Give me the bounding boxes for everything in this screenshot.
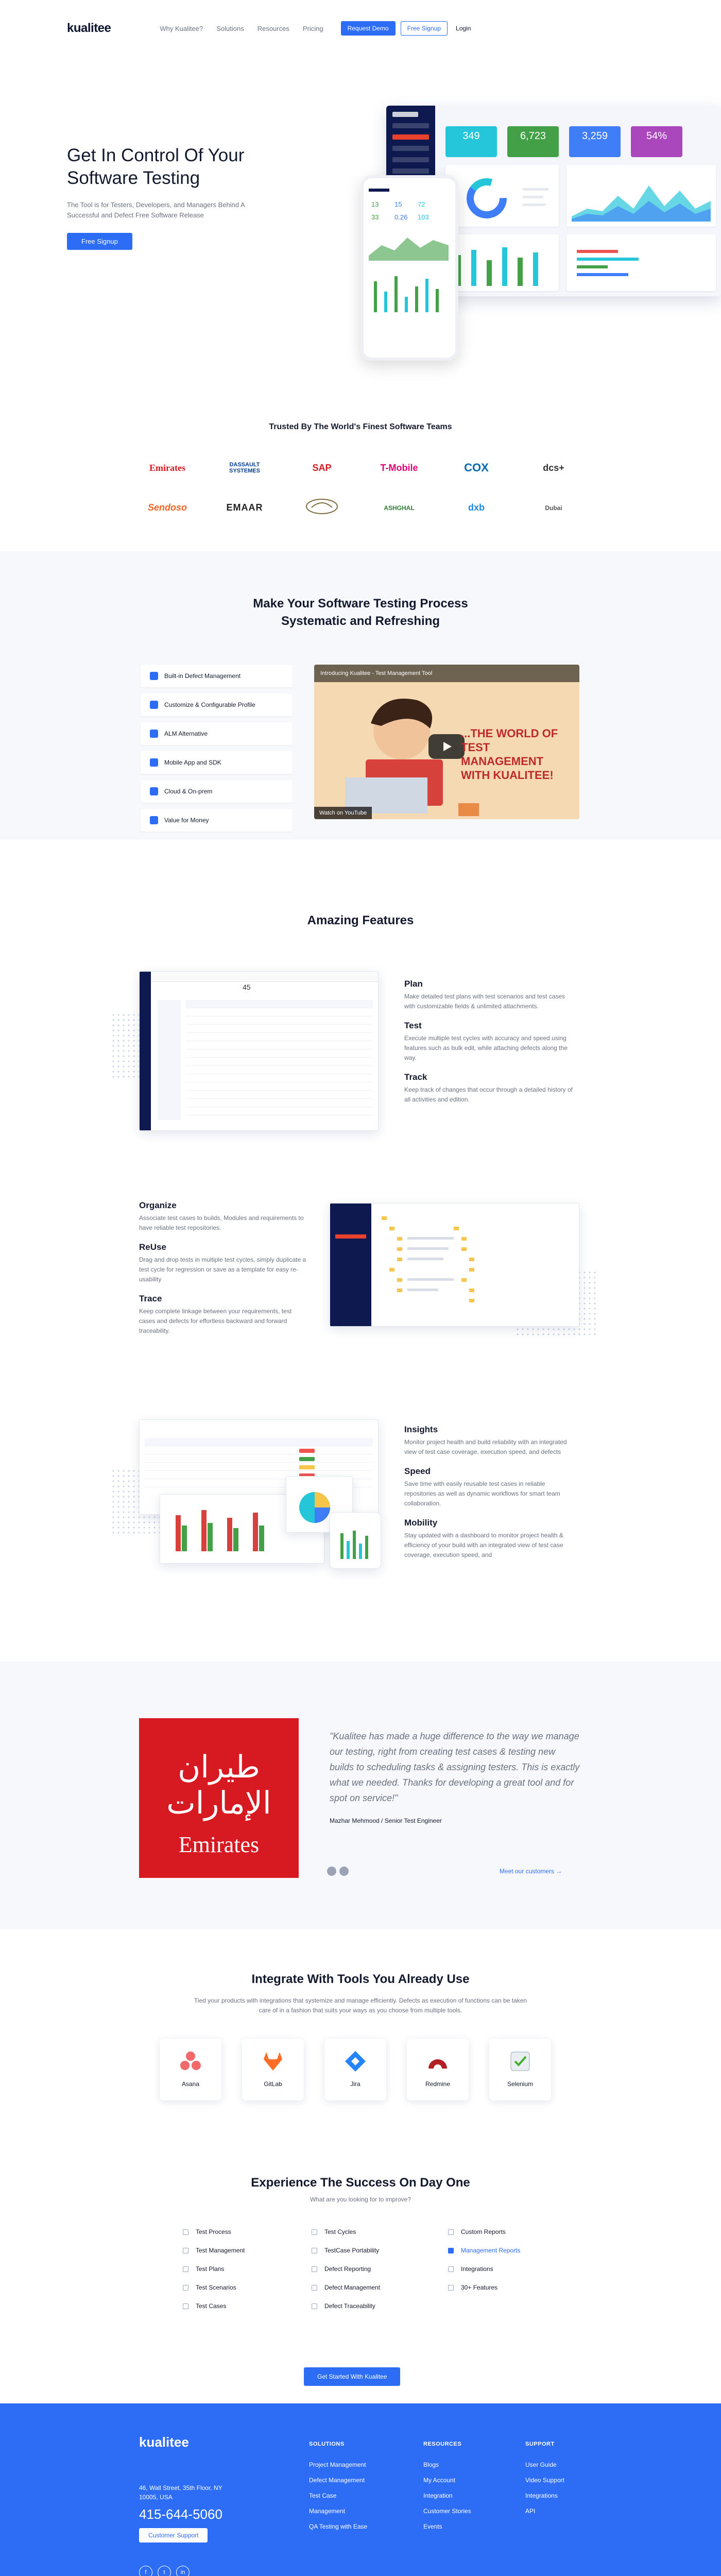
feature-description: Associate test cases to builds, Modules and requirements to have reliable test repositories. [139, 1214, 304, 1231]
footer-link[interactable]: Test Case [309, 2492, 337, 2499]
donut-chart-panel [445, 165, 559, 227]
next-arrow-icon[interactable] [339, 1867, 349, 1876]
footer-link[interactable]: Events [423, 2523, 442, 2530]
prev-arrow-icon[interactable] [327, 1867, 336, 1876]
phone-screen [364, 178, 456, 359]
systematic-section [0, 551, 721, 840]
linkedin-icon[interactable]: in [176, 2566, 190, 2576]
option-checkbox[interactable]: Defect Traceability [312, 2302, 448, 2310]
nav-pricing[interactable]: Pricing [302, 24, 323, 32]
asana-icon [179, 2050, 202, 2073]
dxb-logo: dxb [468, 502, 485, 513]
intro-video[interactable] [314, 665, 579, 819]
phone-mockup [360, 175, 458, 361]
amazing-features-title: Amazing Features [307, 913, 414, 927]
money-icon [150, 816, 158, 824]
hero-title: Get In Control Of Your Software Testing [67, 145, 245, 188]
client-logos-row-2 [139, 497, 582, 518]
feature-description: Keep complete linkage between your requirements, test cases and defects for effortless backward and forward traceability. [139, 1308, 292, 1334]
nav-why-kualitee[interactable]: Why Kualitee? [160, 24, 203, 32]
feature-description: Keep track of changes that occur through a detailed history of all activities and edition. [404, 1086, 573, 1103]
svg-text:103: 103 [418, 213, 429, 221]
svg-text:72: 72 [418, 200, 425, 208]
trusted-title: Trusted By The World's Finest Software Teams [269, 422, 452, 431]
integrations-subtitle: Tied your products with integrations that systemize and manage efficiently. Defects as execution of functions can be taken care of in a fashion that suits your ways as you choose from multiple tools. [194, 1997, 527, 2014]
top-nav [0, 0, 721, 57]
integration-tools [160, 2039, 551, 2100]
plan-test-track-text [404, 979, 574, 1105]
play-button-icon[interactable] [428, 734, 465, 759]
footer-link[interactable]: Management [309, 2507, 346, 2515]
emaar-logo: EMAAR [226, 502, 263, 513]
footer-link[interactable]: Blogs [423, 2461, 439, 2468]
request-demo-button[interactable]: Request Demo [341, 21, 396, 36]
svg-text:0.26: 0.26 [394, 213, 408, 221]
feature-description: Stay updated with a dashboard to monitor project health & efficiency of your build with an integrated view of test case coverage, execution speed, and [404, 1532, 563, 1558]
calligraphy-seal-logo [294, 497, 350, 518]
option-checkbox[interactable]: TestCase Portability [312, 2247, 448, 2254]
organize-reuse-trace-text [139, 1200, 309, 1336]
youtube-watch-link[interactable]: Watch on YouTube [314, 807, 372, 819]
dcs-logo: dcs+ [543, 462, 564, 473]
redmine-icon [426, 2050, 449, 2073]
hbar-chart-panel [566, 234, 716, 291]
option-checkbox[interactable]: Test Cycles [312, 2228, 448, 2235]
option-checkbox[interactable]: Test Plans [183, 2265, 312, 2273]
area-chart [566, 165, 716, 227]
success-title: Experience The Success On Day One [251, 2176, 470, 2190]
option-checkbox[interactable]: Test Scenarios [183, 2284, 312, 2291]
sap-logo: SAP [312, 462, 332, 473]
customer-support-button[interactable]: Customer Support [139, 2528, 208, 2543]
feature-item[interactable]: Built-in Defect Management [141, 665, 293, 687]
feature-description: Save time with easily reusable test cases in reliable repositories as well as dynamic workflows for smart team collaboration. [404, 1480, 560, 1507]
feature-heading: ReUse [139, 1242, 166, 1252]
hero-section [0, 57, 721, 355]
selenium-tool[interactable]: Selenium [489, 2039, 551, 2100]
stat-card-1: 349 [445, 126, 497, 157]
feature-item[interactable]: ALM Alternative [141, 722, 293, 745]
footer-link[interactable]: API [525, 2507, 536, 2515]
footer-link[interactable]: My Account [423, 2477, 456, 2484]
dassault-logo: DASSAULT SYSTEMES [229, 462, 260, 474]
svg-text:15: 15 [394, 200, 402, 208]
hero-subtitle: The Tool is for Testers, Developers, and Managers Behind A Successful and Defect Free Software Release [67, 201, 245, 219]
jira-tool[interactable]: Jira [324, 2039, 386, 2100]
feature-description: Execute multiple test cycles with accuracy and speed using features such as bulk edit, while attaching defects along the way. [404, 1035, 568, 1061]
feature-list [141, 665, 293, 838]
area-chart-panel [566, 165, 716, 227]
gitlab-tool[interactable]: GitLab [242, 2039, 304, 2100]
amazing-features-section [0, 840, 721, 1662]
integrations-title: Integrate With Tools You Already Use [251, 1972, 470, 1986]
option-checkbox[interactable]: Test Process [183, 2228, 312, 2235]
feature-heading: Test [404, 1021, 422, 1030]
client-logos-row-1 [139, 461, 582, 474]
settings-icon [150, 701, 158, 709]
option-checkbox[interactable]: Test Cases [183, 2302, 312, 2310]
login-link[interactable]: Login [456, 25, 471, 32]
integrations-section [0, 1929, 721, 2141]
success-section [0, 2141, 721, 2403]
footer-link[interactable]: Video Support [525, 2477, 564, 2484]
mobile-chart-screenshot [330, 1512, 381, 1569]
footer-link[interactable]: Defect Management [309, 2477, 365, 2484]
feature-item[interactable]: Customize & Configurable Profile [141, 693, 293, 716]
asana-tool[interactable]: Asana [160, 2039, 221, 2100]
testimonial-section [0, 1662, 721, 1929]
feature-heading: Mobility [404, 1518, 438, 1528]
kualitee-logo[interactable]: kualitee [67, 21, 111, 35]
footer-link[interactable]: Integration [423, 2492, 453, 2499]
option-checkbox[interactable]: Custom Reports [448, 2228, 564, 2235]
feature-heading: Plan [404, 979, 423, 989]
free-signup-button[interactable]: Free Signup [401, 21, 448, 36]
testimonial-author: Mazhar Mehmood / Senior Test Engineer [330, 1817, 442, 1824]
footer-link[interactable]: Integrations [525, 2492, 558, 2499]
hero-signup-button[interactable]: Free Signup [67, 233, 132, 250]
alm-icon [150, 730, 158, 738]
facebook-icon[interactable]: f [139, 2566, 152, 2576]
main-menu [160, 25, 323, 32]
feature-description: Make detailed test plans with test scenarios and test cases with customizable fields & unlimited attachments. [404, 993, 565, 1010]
feature-heading: Trace [139, 1294, 162, 1303]
systematic-title: Make Your Software Testing Process Systematic and Refreshing [253, 597, 468, 628]
insights-speed-mobility-text [404, 1425, 574, 1560]
footer-logo[interactable]: kualitee [139, 2434, 189, 2450]
svg-text:33: 33 [371, 213, 379, 221]
social-links [139, 2566, 190, 2576]
bar-chart-panel [445, 234, 559, 291]
t-mobile-logo: T-Mobile [380, 462, 418, 473]
nav-solutions[interactable]: Solutions [216, 24, 244, 32]
nav-actions [341, 21, 471, 36]
donut-chart [445, 165, 559, 227]
jira-icon [344, 2050, 367, 2073]
nav-resources[interactable]: Resources [257, 24, 289, 32]
emirates-logo: Emirates [149, 462, 185, 473]
feature-item[interactable]: Mobile App and SDK [141, 751, 293, 774]
stat-card-4: 54% [631, 126, 682, 157]
footer-link[interactable]: Customer Stories [423, 2507, 471, 2515]
footer-address: 46, Wall Street, 35th Floor, NY 10005, USA [139, 2484, 222, 2501]
feature-heading: Speed [404, 1466, 431, 1476]
footer-phone[interactable]: 415-644-5060 [139, 2506, 222, 2522]
selenium-icon [509, 2050, 531, 2073]
feature-heading: Organize [139, 1200, 177, 1210]
option-checkbox[interactable]: Defect Reporting [312, 2265, 448, 2273]
improvement-options [183, 2228, 564, 2310]
success-subtitle: What are you looking for to improve? [310, 2196, 411, 2203]
mobile-icon [150, 758, 158, 767]
feature-item[interactable]: Value for Money [141, 809, 293, 832]
bug-icon [150, 672, 158, 680]
dubai-gov-logo: Dubai [545, 504, 562, 512]
video-caption: ...THE WORLD OF TEST MANAGEMENT WITH KUALITEE! [461, 727, 558, 782]
footer-support: SUPPORT User Guide Video Support Integrations API [525, 2441, 564, 2515]
twitter-icon[interactable]: t [158, 2566, 171, 2576]
stat-card-2: 6,723 [507, 126, 559, 157]
trusted-section [0, 355, 721, 551]
option-checkbox[interactable]: Test Management [183, 2247, 312, 2254]
ashghal-logo: ASHGHAL [384, 504, 415, 512]
emirates-wordmark: Emirates [178, 1832, 260, 1857]
option-checkbox[interactable]: Defect Management [312, 2284, 448, 2291]
option-checkbox[interactable]: 30+ Features [448, 2284, 564, 2291]
emirates-arabic-wordmark: طيران الإمارات [166, 1749, 271, 1821]
footer-solutions: SOLUTIONS Project Management Defect Management Test Case Management QA Testing with Ease [309, 2441, 368, 2530]
emirates-logo-card [139, 1718, 299, 1878]
option-checkbox[interactable]: Integrations [448, 2265, 564, 2273]
test-repository-screenshot [330, 1203, 579, 1327]
redmine-tool[interactable]: Redmine [407, 2039, 469, 2100]
testimonial-quote: "Kualitee has made a huge difference to the way we manage our testing, right from creating test cases & testing new builds to scheduling tasks & assigning testers. This is exactly what we needed. Thanks for developing a great tool and for spot on service!" [330, 1731, 580, 1803]
footer-resources: RESOURCES Blogs My Account Integration Customer Stories Events [423, 2441, 471, 2530]
feature-heading: Insights [404, 1425, 438, 1434]
video-title: Introducing Kualitee - Test Management Tool [314, 665, 579, 682]
hbar-chart [566, 234, 716, 291]
meet-customers-link[interactable]: Meet our customers → [500, 1868, 562, 1875]
option-checkbox-checked[interactable]: Management Reports [448, 2247, 564, 2254]
footer [0, 2403, 721, 2576]
sendoso-logo: Sendoso [147, 502, 187, 513]
footer-link[interactable]: QA Testing with Ease [309, 2523, 368, 2530]
cloud-icon [150, 787, 158, 795]
stat-card-3: 3,259 [569, 126, 621, 157]
footer-link[interactable]: Project Management [309, 2461, 366, 2468]
get-started-button[interactable]: Get Started With Kualitee [304, 2367, 400, 2386]
feature-description: Monitor project health and build reliability with an integrated view of test case coverage, execution speed, and defects [404, 1438, 567, 1455]
feature-description: Drag and drop tests in multiple test cycles, simply duplicate a test cycle for regression or save as a template for easy re-usability [139, 1256, 306, 1283]
feature-item[interactable]: Cloud & On-prem [141, 780, 293, 803]
cox-logo: COX [464, 461, 489, 474]
test-cases-screenshot: 45 [139, 971, 379, 1131]
footer-link[interactable]: User Guide [525, 2461, 557, 2468]
hero-text [67, 144, 273, 250]
feature-heading: Track [404, 1072, 427, 1082]
svg-text:13: 13 [371, 200, 379, 208]
testimonial-pager [327, 1867, 349, 1876]
gitlab-icon [262, 2050, 284, 2073]
bar-chart [445, 234, 559, 291]
